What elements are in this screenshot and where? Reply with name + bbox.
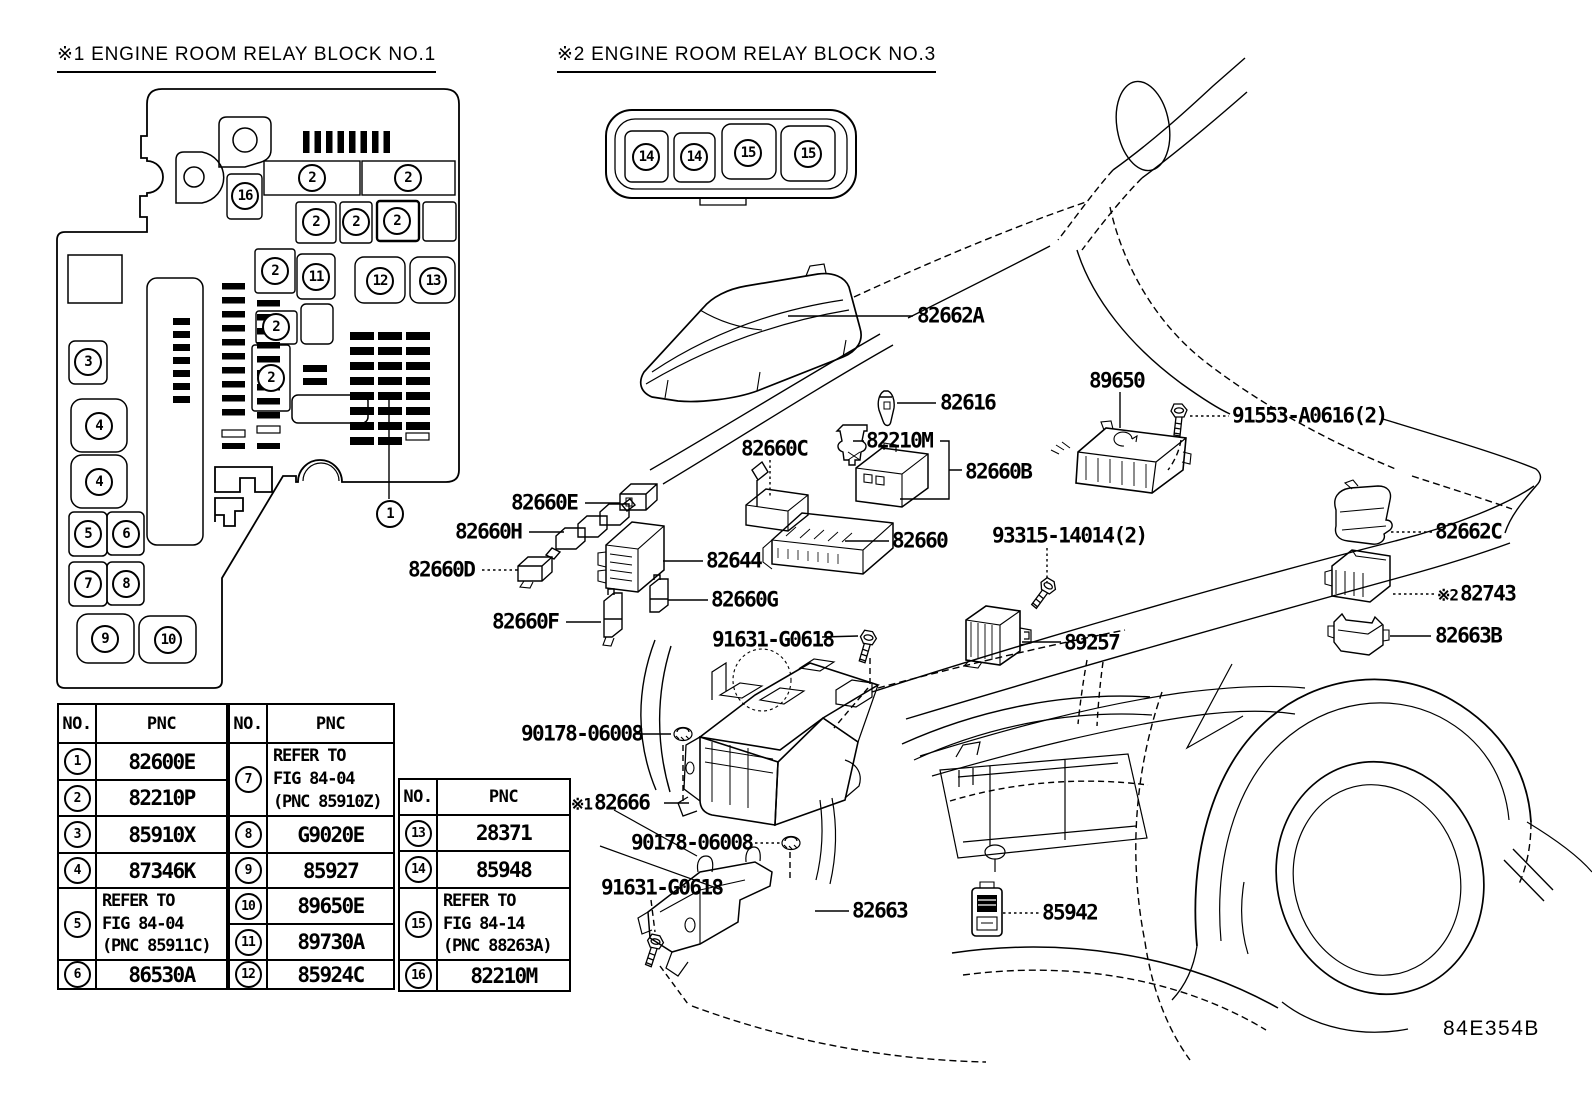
part-label-82663b: 82663B — [1435, 623, 1502, 648]
part-label-82660h: 82660H — [455, 519, 522, 544]
callout-circle-15: 15 — [734, 139, 762, 167]
part-82662a-cover-drawing — [641, 264, 861, 402]
table-row: 10 89650E — [230, 887, 393, 923]
part-label-82666: ※182666 — [571, 790, 650, 815]
part-label-82660: 82660 — [892, 528, 948, 553]
callout-circle-15: 15 — [794, 140, 822, 168]
row-number-badge: 4 — [64, 857, 91, 884]
note-ref-2: ※2 — [1437, 585, 1459, 605]
row-number-badge: 10 — [235, 893, 262, 920]
table-header-row: NO. PNC — [400, 780, 569, 814]
table-row: 3 85910X — [59, 815, 226, 852]
pnc-table-group-2 — [228, 703, 395, 990]
table-row: 1 82600E — [59, 742, 226, 779]
table-row: 16 82210M — [400, 959, 569, 990]
row-number-badge: 7 — [235, 766, 262, 793]
pnc-table-group-3 — [398, 778, 571, 992]
part-label-82743: ※282743 — [1437, 581, 1516, 606]
callout-circle-14: 14 — [632, 143, 660, 171]
part-label-91631-g0618-lower: 91631-G0618 — [601, 875, 723, 900]
row-number-badge: 2 — [64, 785, 91, 812]
part-label-82662a: 82662A — [917, 303, 984, 328]
table-row: 9 85927 — [230, 852, 393, 887]
callout-circle-2: 2 — [261, 257, 289, 285]
callout-circle-2: 2 — [257, 364, 285, 392]
part-label-82210m: 82210M — [866, 428, 933, 453]
callout-circle-4: 4 — [85, 468, 113, 496]
table-row: 4 87346K — [59, 852, 226, 887]
relay-block-3-heading: ※2 ENGINE ROOM RELAY BLOCK NO.3 — [557, 44, 936, 73]
part-label-82660d: 82660D — [408, 557, 475, 582]
table-row: 14 85948 — [400, 850, 569, 887]
table-header-row: NO. PNC — [59, 705, 226, 742]
row-number-badge: 5 — [64, 911, 91, 938]
callout-circle-12: 12 — [366, 267, 394, 295]
table-row: 15 REFER TO FIG 84-14 (PNC 88263A) — [400, 887, 569, 959]
callout-circle-2: 2 — [262, 313, 290, 341]
part-label-82660c: 82660C — [741, 436, 808, 461]
callout-circle-7: 7 — [74, 570, 102, 598]
row-number-badge: 6 — [64, 961, 91, 988]
table-row: 5 REFER TO FIG 84-04 (PNC 85911C) — [59, 887, 226, 959]
part-label-82660g: 82660G — [711, 587, 778, 612]
row-number-badge: 16 — [405, 962, 432, 989]
callout-circle-10: 10 — [154, 626, 182, 654]
table-row: 12 85924C — [230, 959, 393, 988]
part-label-82663: 82663 — [852, 898, 908, 923]
row-number-badge: 12 — [235, 961, 262, 988]
callout-circle-2: 2 — [394, 164, 422, 192]
table-header-row: NO. PNC — [230, 705, 393, 742]
callout-circle-9: 9 — [91, 625, 119, 653]
table-row: 2 82210P — [59, 779, 226, 815]
callout-circle-6: 6 — [112, 520, 140, 548]
part-label-85942: 85942 — [1042, 900, 1098, 925]
part-label-91553-a0616: 91553-A0616(2) — [1232, 403, 1387, 428]
row-number-badge: 8 — [235, 821, 262, 848]
part-label-82660f: 82660F — [492, 609, 559, 634]
part-label-82662c: 82662C — [1435, 519, 1502, 544]
callout-circle-16: 16 — [231, 182, 259, 210]
callout-circle-2: 2 — [342, 208, 370, 236]
pnc-table-group-1 — [57, 703, 228, 990]
note-ref-1: ※1 — [571, 794, 593, 814]
row-number-badge: 13 — [405, 820, 432, 847]
part-label-90178-06008-upper: 90178-06008 — [521, 721, 643, 746]
relay-block-1-heading: ※1 ENGINE ROOM RELAY BLOCK NO.1 — [57, 44, 436, 73]
table-row: 7 REFER TO FIG 84-04 (PNC 85910Z) — [230, 742, 393, 815]
part-label-91631-g0618-upper: 91631-G0618 — [712, 627, 834, 652]
callout-circle-5: 5 — [74, 520, 102, 548]
row-number-badge: 11 — [235, 929, 262, 956]
callout-circle-13: 13 — [419, 267, 447, 295]
part-label-82660b: 82660B — [965, 459, 1032, 484]
callout-circle-2: 2 — [298, 164, 326, 192]
part-label-82616: 82616 — [940, 390, 996, 415]
row-number-badge: 1 — [64, 748, 91, 775]
callout-circle-2: 2 — [383, 207, 411, 235]
callout-circle-3: 3 — [74, 348, 102, 376]
callout-circle-2: 2 — [302, 208, 330, 236]
row-number-badge: 15 — [405, 911, 432, 938]
callout-circle-11: 11 — [302, 263, 330, 291]
row-number-badge: 3 — [64, 821, 91, 848]
part-label-89257: 89257 — [1064, 630, 1120, 655]
callout-circle-4: 4 — [85, 412, 113, 440]
table-row: 11 89730A — [230, 923, 393, 959]
fasteners-drawing — [642, 404, 1187, 968]
table-row: 8 G9020E — [230, 815, 393, 852]
row-number-badge: 9 — [235, 857, 262, 884]
part-label-93315-14014: 93315-14014(2) — [992, 523, 1147, 548]
part-label-82644: 82644 — [706, 548, 762, 573]
table-row: 6 86530A — [59, 959, 226, 988]
relay-box-82666-drawing — [678, 659, 878, 825]
part-label-90178-06008-lower: 90178-06008 — [631, 830, 753, 855]
row-number-badge: 14 — [405, 856, 432, 883]
table-row: 13 28371 — [400, 814, 569, 850]
callout-circle-8: 8 — [112, 570, 140, 598]
diagram-code: 84E354B — [1443, 1017, 1540, 1040]
part-label-89650: 89650 — [1089, 368, 1145, 393]
callout-circle-1: 1 — [376, 500, 404, 528]
part-label-82660e: 82660E — [511, 490, 578, 515]
callout-circle-14: 14 — [680, 143, 708, 171]
